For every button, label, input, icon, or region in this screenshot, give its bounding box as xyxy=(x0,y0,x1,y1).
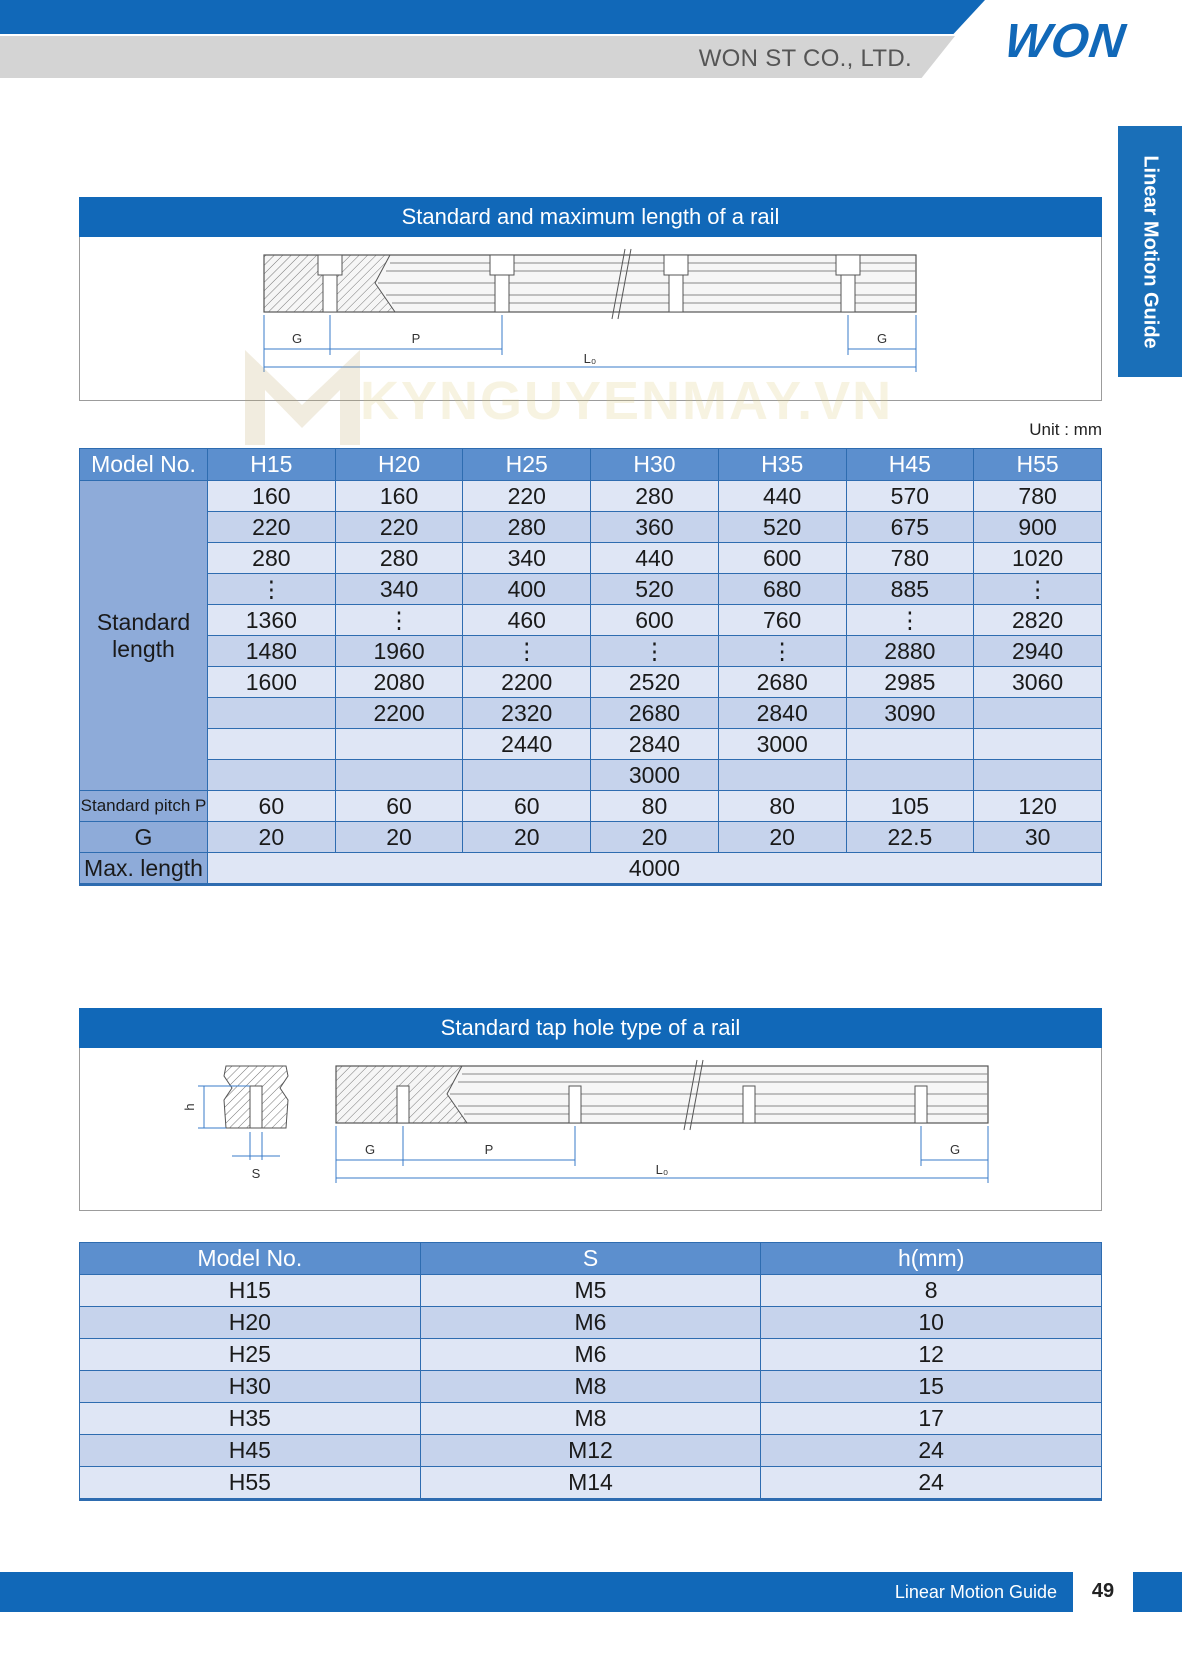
length-cell: 160 xyxy=(208,481,336,512)
length-cell: 2820 xyxy=(974,605,1102,636)
length-cell xyxy=(208,729,336,760)
length-cell: 900 xyxy=(974,512,1102,543)
length-cell xyxy=(846,760,974,791)
length-cell: 220 xyxy=(208,512,336,543)
length-cell xyxy=(846,729,974,760)
model-header: H35 xyxy=(718,449,846,481)
model-no-header: Model No. xyxy=(80,1243,421,1275)
g-cell: 22.5 xyxy=(846,822,974,853)
model-cell: H15 xyxy=(80,1275,421,1307)
section2-diagram-box xyxy=(79,1048,1102,1211)
pitch-cell: 60 xyxy=(208,791,336,822)
length-cell xyxy=(974,760,1102,791)
table-row xyxy=(80,791,1102,822)
section1-title: Standard and maximum length of a rail xyxy=(79,197,1102,237)
pitch-cell: 80 xyxy=(591,791,719,822)
pitch-cell: 105 xyxy=(846,791,974,822)
length-cell: 340 xyxy=(335,574,463,605)
dim-p: P xyxy=(411,331,421,346)
length-cell: 400 xyxy=(463,574,591,605)
tap-hole-diagram xyxy=(80,1048,1101,1210)
model-cell: H20 xyxy=(80,1307,421,1339)
length-cell: 2440 xyxy=(463,729,591,760)
dim-p-2: P xyxy=(484,1142,494,1157)
length-cell: 220 xyxy=(463,481,591,512)
dim-g-left: G xyxy=(291,331,303,346)
length-cell xyxy=(718,760,846,791)
table-row xyxy=(80,1435,1102,1467)
model-header: H25 xyxy=(463,449,591,481)
length-cell: 2680 xyxy=(591,698,719,729)
length-cell: 680 xyxy=(718,574,846,605)
length-cell: ⋮ xyxy=(718,636,846,667)
dim-s: S xyxy=(251,1166,261,1181)
watermark-m-mark-icon xyxy=(245,350,360,445)
length-cell: 2200 xyxy=(335,698,463,729)
length-cell: 885 xyxy=(846,574,974,605)
model-header: H55 xyxy=(974,449,1102,481)
table-row xyxy=(80,605,1102,636)
table-row xyxy=(80,481,1102,512)
table-row xyxy=(80,543,1102,574)
length-cell: 2985 xyxy=(846,667,974,698)
length-cell: 2200 xyxy=(463,667,591,698)
model-header: H20 xyxy=(335,449,463,481)
g-cell: 20 xyxy=(208,822,336,853)
length-cell: 280 xyxy=(335,543,463,574)
length-cell: 600 xyxy=(591,605,719,636)
table-row xyxy=(80,1307,1102,1339)
length-cell: ⋮ xyxy=(463,636,591,667)
dim-g-left-2: G xyxy=(364,1142,376,1157)
length-cell: 3090 xyxy=(846,698,974,729)
length-cell xyxy=(208,760,336,791)
g-label: G xyxy=(80,822,208,853)
length-cell: 3000 xyxy=(718,729,846,760)
length-cell: 520 xyxy=(591,574,719,605)
max-length-label: Max. length xyxy=(80,853,208,885)
model-header: H30 xyxy=(591,449,719,481)
length-cell xyxy=(335,760,463,791)
s-cell: M8 xyxy=(420,1371,761,1403)
table-row xyxy=(80,1275,1102,1307)
pitch-cell: 60 xyxy=(463,791,591,822)
company-name: WON ST CO., LTD. xyxy=(698,45,912,72)
g-cell: 20 xyxy=(591,822,719,853)
length-cell: 570 xyxy=(846,481,974,512)
dim-l0: L₀ xyxy=(583,351,597,366)
length-cell: 160 xyxy=(335,481,463,512)
dim-l0-2: L₀ xyxy=(655,1162,669,1177)
h-cell: 10 xyxy=(761,1307,1102,1339)
g-cell: 20 xyxy=(335,822,463,853)
model-cell: H25 xyxy=(80,1339,421,1371)
length-cell: 600 xyxy=(718,543,846,574)
length-cell xyxy=(974,698,1102,729)
length-cell: 220 xyxy=(335,512,463,543)
length-cell: ⋮ xyxy=(208,574,336,605)
length-cell: 2880 xyxy=(846,636,974,667)
length-cell: 780 xyxy=(846,543,974,574)
h-header: h(mm) xyxy=(761,1243,1102,1275)
table-row xyxy=(80,729,1102,760)
h-cell: 24 xyxy=(761,1435,1102,1467)
model-header: H45 xyxy=(846,449,974,481)
side-chapter-tab xyxy=(1118,126,1182,377)
length-cell: 2840 xyxy=(718,698,846,729)
length-cell: 1020 xyxy=(974,543,1102,574)
h-cell: 24 xyxy=(761,1467,1102,1500)
s-cell: M8 xyxy=(420,1403,761,1435)
won-logo: WON xyxy=(1001,15,1130,68)
table-row xyxy=(80,853,1102,885)
s-header: S xyxy=(420,1243,761,1275)
s-cell: M12 xyxy=(420,1435,761,1467)
g-cell: 20 xyxy=(463,822,591,853)
length-cell: ⋮ xyxy=(335,605,463,636)
length-cell: 675 xyxy=(846,512,974,543)
length-cell: ⋮ xyxy=(974,574,1102,605)
length-cell: 520 xyxy=(718,512,846,543)
pitch-cell: 120 xyxy=(974,791,1102,822)
h-cell: 12 xyxy=(761,1339,1102,1371)
h-cell: 8 xyxy=(761,1275,1102,1307)
length-cell: 280 xyxy=(463,512,591,543)
table1-header-row xyxy=(80,449,1102,481)
h-cell: 15 xyxy=(761,1371,1102,1403)
length-cell: 280 xyxy=(208,543,336,574)
table-row xyxy=(80,760,1102,791)
model-cell: H35 xyxy=(80,1403,421,1435)
length-cell: 2520 xyxy=(591,667,719,698)
table-row xyxy=(80,512,1102,543)
length-cell: 460 xyxy=(463,605,591,636)
length-cell: 1360 xyxy=(208,605,336,636)
standard-length-label: Standard length xyxy=(80,481,208,791)
length-cell xyxy=(974,729,1102,760)
length-cell: 2940 xyxy=(974,636,1102,667)
g-cell: 30 xyxy=(974,822,1102,853)
length-cell: 1960 xyxy=(335,636,463,667)
s-cell: M6 xyxy=(420,1339,761,1371)
side-chapter-label: Linear Motion Guide xyxy=(1139,154,1162,349)
table2-header-row xyxy=(80,1243,1102,1275)
unit-label: Unit : mm xyxy=(1029,420,1102,439)
length-cell: ⋮ xyxy=(591,636,719,667)
table-row xyxy=(80,698,1102,729)
length-cell: 780 xyxy=(974,481,1102,512)
model-cell: H55 xyxy=(80,1467,421,1500)
length-cell: 2840 xyxy=(591,729,719,760)
dim-g-right-2: G xyxy=(949,1142,961,1157)
length-cell: 2320 xyxy=(463,698,591,729)
length-cell xyxy=(335,729,463,760)
table-row xyxy=(80,574,1102,605)
max-length-value: 4000 xyxy=(208,853,1102,885)
tap-hole-table xyxy=(79,1242,1102,1501)
length-cell xyxy=(463,760,591,791)
length-cell: 440 xyxy=(591,543,719,574)
table-row xyxy=(80,822,1102,853)
rail-length-table xyxy=(79,448,1102,886)
s-cell: M14 xyxy=(420,1467,761,1500)
length-cell: 3000 xyxy=(591,760,719,791)
model-no-header: Model No. xyxy=(80,449,208,481)
length-cell: 440 xyxy=(718,481,846,512)
length-cell: 340 xyxy=(463,543,591,574)
table-row xyxy=(80,1403,1102,1435)
length-cell: 3060 xyxy=(974,667,1102,698)
dim-g-right: G xyxy=(876,331,888,346)
length-cell: 1600 xyxy=(208,667,336,698)
length-cell xyxy=(208,698,336,729)
s-cell: M5 xyxy=(420,1275,761,1307)
h-cell: 17 xyxy=(761,1403,1102,1435)
length-cell: 280 xyxy=(591,481,719,512)
pitch-cell: 60 xyxy=(335,791,463,822)
table-row xyxy=(80,667,1102,698)
length-cell: 2080 xyxy=(335,667,463,698)
header-blue-band xyxy=(0,0,985,34)
model-header: H15 xyxy=(208,449,336,481)
page-number: 49 xyxy=(1091,1580,1115,1602)
g-cell: 20 xyxy=(718,822,846,853)
table-row xyxy=(80,636,1102,667)
watermark-text: KYNGUYENMAY.VN xyxy=(360,371,894,431)
table-row xyxy=(80,1339,1102,1371)
model-cell: H45 xyxy=(80,1435,421,1467)
length-cell: 760 xyxy=(718,605,846,636)
s-cell: M6 xyxy=(420,1307,761,1339)
section2-title: Standard tap hole type of a rail xyxy=(79,1008,1102,1048)
length-cell: 360 xyxy=(591,512,719,543)
table-row xyxy=(80,1467,1102,1500)
length-cell: 1480 xyxy=(208,636,336,667)
table-row xyxy=(80,1371,1102,1403)
length-cell: ⋮ xyxy=(846,605,974,636)
model-cell: H30 xyxy=(80,1371,421,1403)
length-cell: 2680 xyxy=(718,667,846,698)
pitch-label: Standard pitch P xyxy=(80,791,208,822)
footer-title: Linear Motion Guide xyxy=(894,1582,1057,1602)
pitch-cell: 80 xyxy=(718,791,846,822)
dim-h: h xyxy=(182,1103,197,1111)
